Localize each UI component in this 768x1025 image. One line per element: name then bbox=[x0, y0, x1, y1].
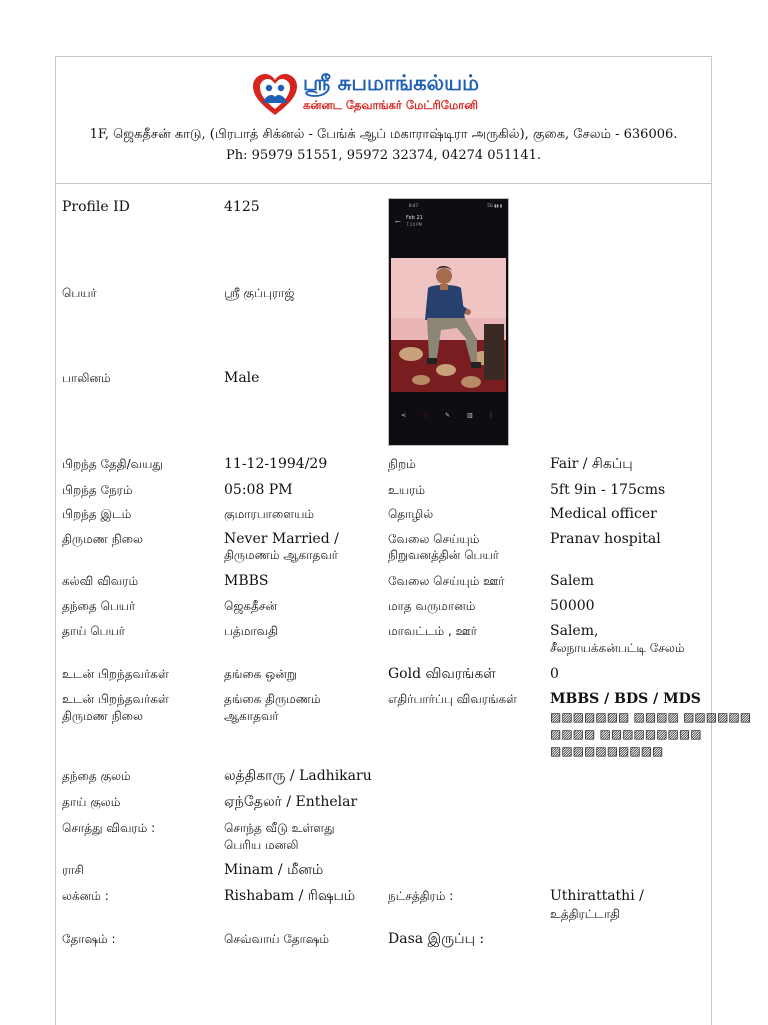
photo-time: 7:24 PM bbox=[406, 222, 423, 227]
marital-status-value: Never Married / bbox=[224, 531, 339, 547]
name-label: பெயர் bbox=[62, 286, 97, 300]
siblings-label: உடன் பிறந்தவர்கள் bbox=[62, 667, 169, 681]
property-value-line2: பெரிய மனலி bbox=[224, 838, 299, 852]
lagnam-value: Rishabam / ரிஷபம் bbox=[224, 888, 356, 904]
share-icon: ⋖ bbox=[401, 412, 407, 419]
gender-label: பாலினம் bbox=[62, 371, 111, 385]
father-name-value: ஜெகதீசன் bbox=[224, 599, 278, 613]
star-value: Uthirattathi / bbox=[550, 888, 644, 904]
sibling-marital-value: தங்கை திருமணம் bbox=[224, 692, 321, 706]
person-photo-image bbox=[391, 258, 506, 392]
birth-time-value: 05:08 PM bbox=[224, 482, 293, 498]
photo-date: Feb 21 bbox=[406, 215, 423, 221]
height-value: 5ft 9in - 175cms bbox=[550, 482, 666, 498]
expectation-garbled-line1: ▨▨▨▨▨▨▨ ▨▨▨▨ ▨▨▨▨▨▨ bbox=[550, 710, 752, 724]
gender-value: Male bbox=[224, 370, 260, 386]
lagnam-label: லக்னம் : bbox=[62, 889, 109, 903]
company-label: வேலை செய்யும் bbox=[388, 532, 480, 546]
district-value-line2: சீலநாயக்கன்பட்டி சேலம் bbox=[550, 641, 685, 655]
back-arrow-icon: ← bbox=[395, 218, 401, 226]
header bbox=[56, 57, 711, 184]
complexion-label: நிறம் bbox=[388, 457, 416, 471]
work-place-value: Salem bbox=[550, 573, 594, 589]
company-value: Pranav hospital bbox=[550, 531, 661, 547]
occupation-value: Medical officer bbox=[550, 506, 657, 522]
gold-label: Gold விவரங்கள் bbox=[388, 666, 496, 682]
marital-status-label: திருமண நிலை bbox=[62, 532, 143, 546]
father-name-label: தந்தை பெயர் bbox=[62, 599, 136, 613]
birth-place-label: பிறந்த இடம் bbox=[62, 507, 132, 521]
profile-photo bbox=[388, 198, 509, 446]
star-value-line2: உத்திரட்டாதி bbox=[550, 907, 620, 921]
star-label: நட்சத்திரம் : bbox=[388, 889, 454, 903]
education-label: கல்வி விவரம் bbox=[62, 574, 139, 588]
gold-value: 0 bbox=[550, 666, 559, 682]
income-label: மாத வருமானம் bbox=[388, 599, 476, 613]
sibling-marital-label: உடன் பிறந்தவர்கள் bbox=[62, 692, 169, 706]
work-place-label: வேலை செய்யும் ஊர் bbox=[388, 574, 505, 588]
company-label-line2: நிறுவனத்தின் பெயர் bbox=[388, 548, 500, 562]
profile-id-value: 4125 bbox=[224, 199, 260, 215]
mother-clan-label: தாய் குலம் bbox=[62, 795, 121, 809]
dasa-label: Dasa இருப்பு : bbox=[388, 931, 485, 947]
rasi-label: ராசி bbox=[62, 863, 84, 877]
brand-tagline: கன்னட தேவாங்கர் மேட்ரிமோனி bbox=[303, 98, 478, 112]
birth-time-label: பிறந்த நேரம் bbox=[62, 483, 133, 497]
father-clan-value: லத்திகாரு / Ladhikaru bbox=[224, 768, 372, 784]
education-value: MBBS bbox=[224, 573, 269, 589]
phone-line: Ph: 95979 51551, 95972 32374, 04274 051141. bbox=[225, 148, 542, 163]
dosham-label: தோஷம் : bbox=[62, 932, 116, 946]
district-value: Salem, bbox=[550, 623, 599, 639]
district-label: மாவட்டம் , ஊர் bbox=[388, 624, 477, 638]
favourite-icon: ♡ bbox=[423, 412, 429, 419]
complexion-value: Fair / சிகப்பு bbox=[550, 456, 633, 472]
logo bbox=[251, 71, 541, 119]
property-label: சொத்து விவரம் : bbox=[62, 821, 156, 835]
birth-place-value: குமாரபாளையம் bbox=[224, 507, 315, 521]
profile-id-label: Profile ID bbox=[62, 199, 130, 215]
dob-value: 11-12-1994/29 bbox=[224, 456, 328, 472]
photo-toolbar bbox=[389, 412, 508, 432]
dosham-value: செவ்வாய் தோஷம் bbox=[224, 932, 330, 946]
marital-status-value-tamil: திருமணம் ஆகாதவர் bbox=[224, 548, 339, 562]
occupation-label: தொழில் bbox=[388, 507, 434, 521]
income-value: 50000 bbox=[550, 598, 595, 614]
rasi-value: Minam / மீனம் bbox=[224, 862, 324, 878]
name-value: ஸ்ரீ குப்புராஜ் bbox=[224, 286, 295, 300]
dob-label: பிறந்த தேதி/வயது bbox=[62, 457, 163, 471]
siblings-value: தங்கை ஒன்று bbox=[224, 667, 297, 681]
expectation-garbled-line3: ▨▨▨▨▨▨▨▨▨▨ bbox=[550, 744, 664, 758]
mother-name-label: தாய் பெயர் bbox=[62, 624, 126, 638]
sibling-marital-label-line2: திருமண நிலை bbox=[62, 709, 143, 723]
phone-status-bar bbox=[389, 203, 509, 213]
property-value: சொந்த வீடு உள்ளது bbox=[224, 821, 335, 835]
edit-icon: ✎ bbox=[445, 412, 451, 419]
status-icons: 5G ▮▮ ▮ bbox=[487, 203, 502, 208]
expectation-label: எதிர்பார்ப்பு விவரங்கள் bbox=[388, 692, 517, 706]
more-icon: ⋮ bbox=[488, 412, 494, 419]
heart-logo-icon bbox=[251, 73, 299, 117]
address-line: 1F, ஜெகதீசன் காடு, (பிரபாத் சிக்னல் - பேங்க் ஆப் மகாராஷ்டிரா அருகில்), குகை, சேலம் - 636006. bbox=[89, 127, 678, 142]
status-time: 8:47 bbox=[409, 203, 418, 208]
expectation-value: MBBS / BDS / MDS bbox=[550, 691, 701, 707]
expectation-garbled-line2: ▨▨▨▨ ▨▨▨▨▨▨▨▨▨ bbox=[550, 727, 702, 741]
delete-icon: ▥ bbox=[467, 412, 473, 419]
brand-name: ஸ்ரீ சுபமாங்கல்யம் bbox=[303, 71, 479, 95]
sibling-marital-value-line2: ஆகாதவர் bbox=[224, 709, 279, 723]
mother-name-value: பத்மாவதி bbox=[224, 624, 278, 638]
height-label: உயரம் bbox=[388, 483, 426, 497]
mother-clan-value: ஏந்தேலர் / Enthelar bbox=[224, 794, 358, 810]
father-clan-label: தந்தை குலம் bbox=[62, 769, 131, 783]
